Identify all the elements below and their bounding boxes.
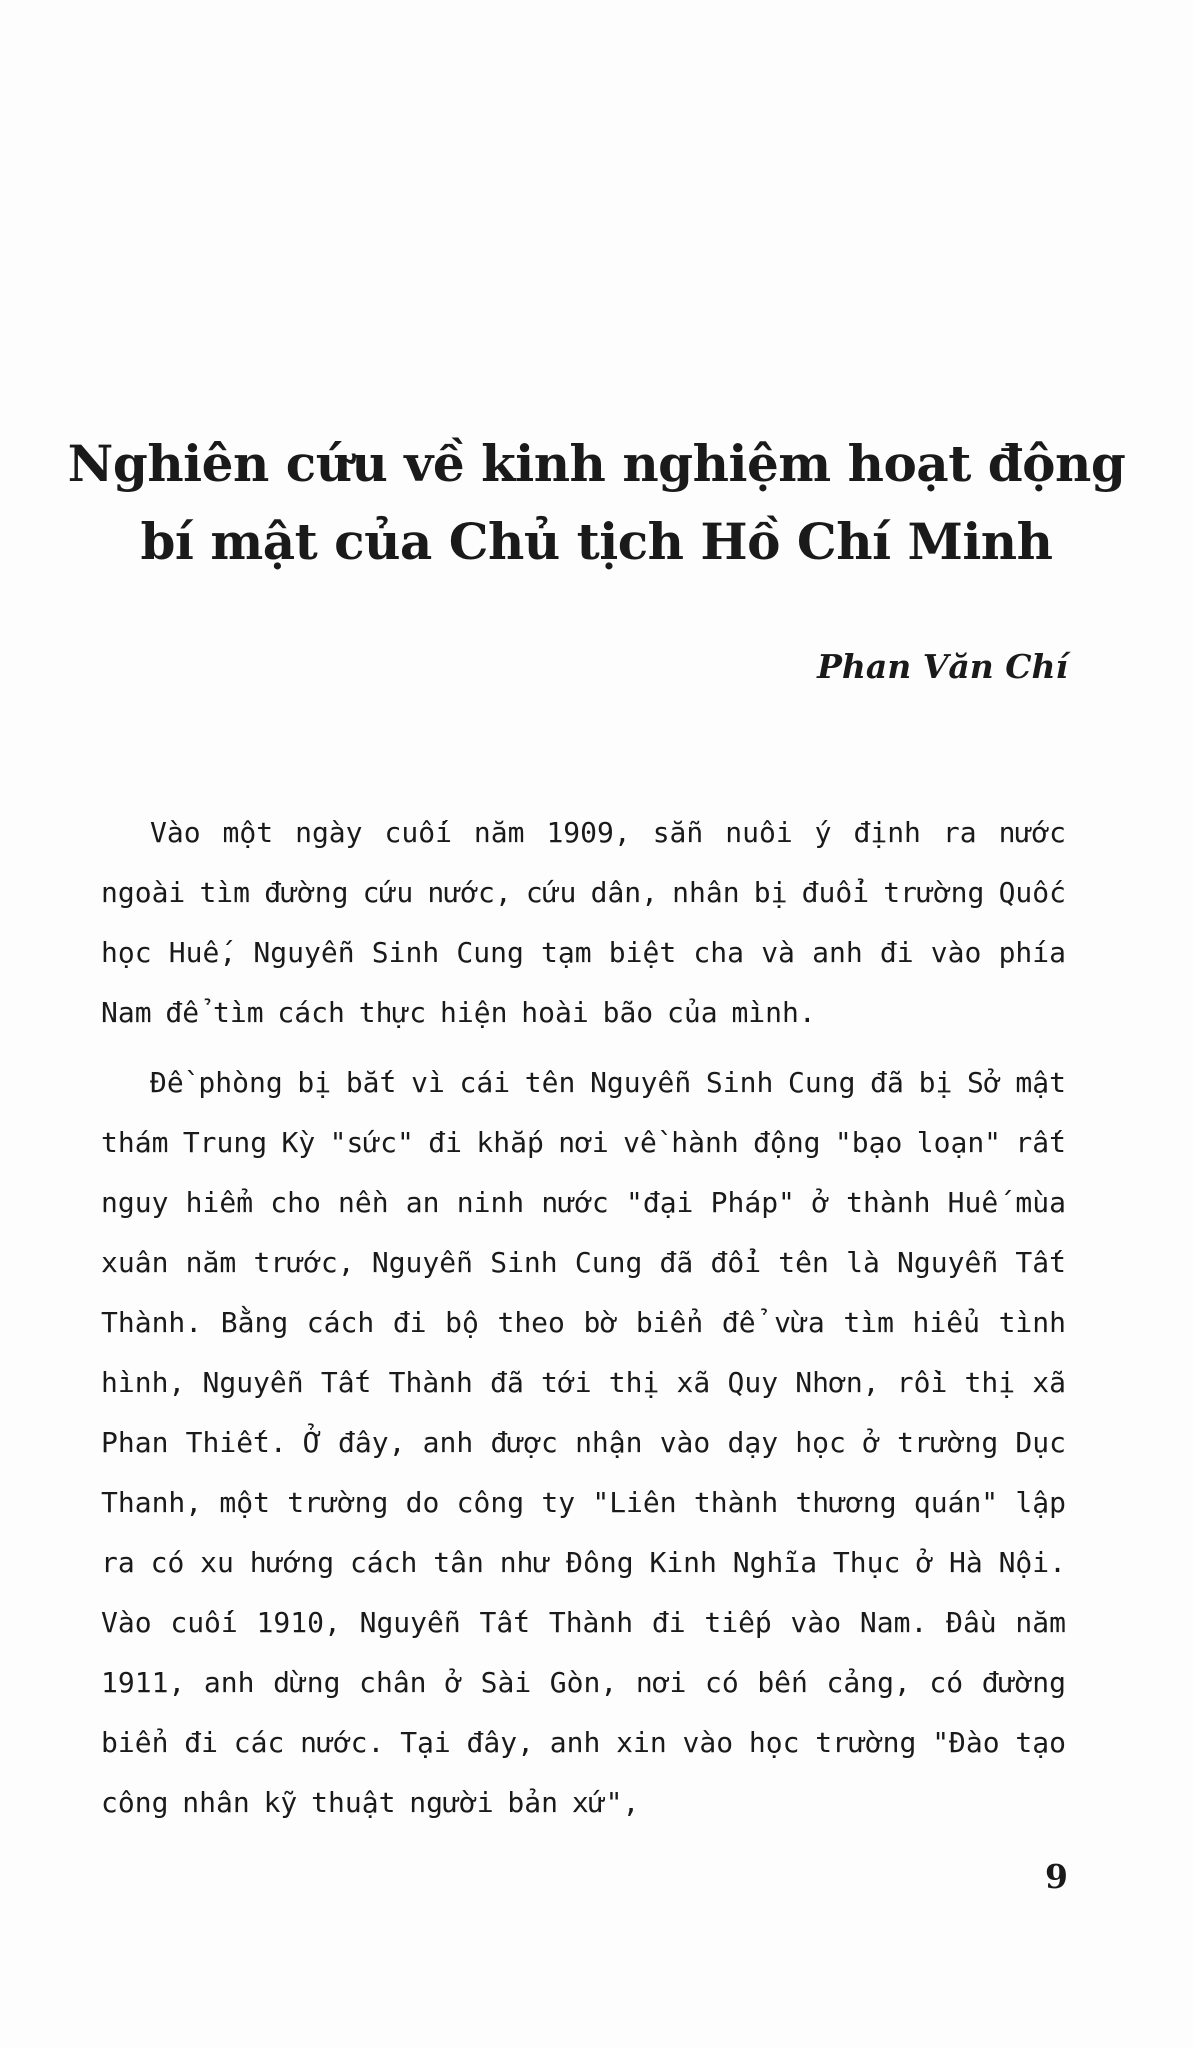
chapter-title-line-2: bí mật của Chủ tịch Hồ Chí Minh	[140, 512, 1053, 571]
chapter-title	[60, 425, 1133, 581]
body-text	[101, 803, 1066, 1843]
page-number: 9	[1045, 1857, 1068, 1896]
paragraph-2: Đề phòng bị bắt vì cái tên Nguyễn Sinh Cung đã bị Sở mật thám Trung Kỳ "sức" đi khắp nơi về hành động "bạo loạn" rất nguy hiểm cho nền an ninh nước "đại Pháp" ở thành Huế mùa xuân năm trước, Nguyễn Sinh Cung đã đổi tên là Nguyễn Tất Thành. Bằng cách đi bộ theo bờ biển để vừa tìm hiểu tình hình, Nguyễn Tất Thành đã tới thị xã Quy Nhơn, rồi thị xã Phan Thiết. Ở đây, anh được nhận vào dạy học ở trường Dục Thanh, một trường do công ty "Liên thành thương quán" lập ra có xu hướng cách tân như Đông Kinh Nghĩa Thục ở Hà Nội. Vào cuối 1910, Nguyễn Tất Thành đi tiếp vào Nam. Đầu năm 1911, anh dừng chân ở Sài Gòn, nơi có bến cảng, có đường biển đi các nước. Tại đây, anh xin vào học trường "Đào tạo công nhân kỹ thuật người bản xứ",	[101, 1066, 1066, 1819]
author-name: Phan Văn Chí	[817, 647, 1068, 686]
chapter-title-line-1: Nghiên cứu về kinh nghiệm hoạt động	[67, 434, 1126, 493]
paragraph-1: Vào một ngày cuối năm 1909, sẵn nuôi ý định ra nước ngoài tìm đường cứu nước, cứu dân, nhân bị đuổi trường Quốc học Huế, Nguyễn Sinh Cung tạm biệt cha và anh đi vào phía Nam để tìm cách thực hiện hoài bão của mình.	[101, 816, 1066, 1029]
